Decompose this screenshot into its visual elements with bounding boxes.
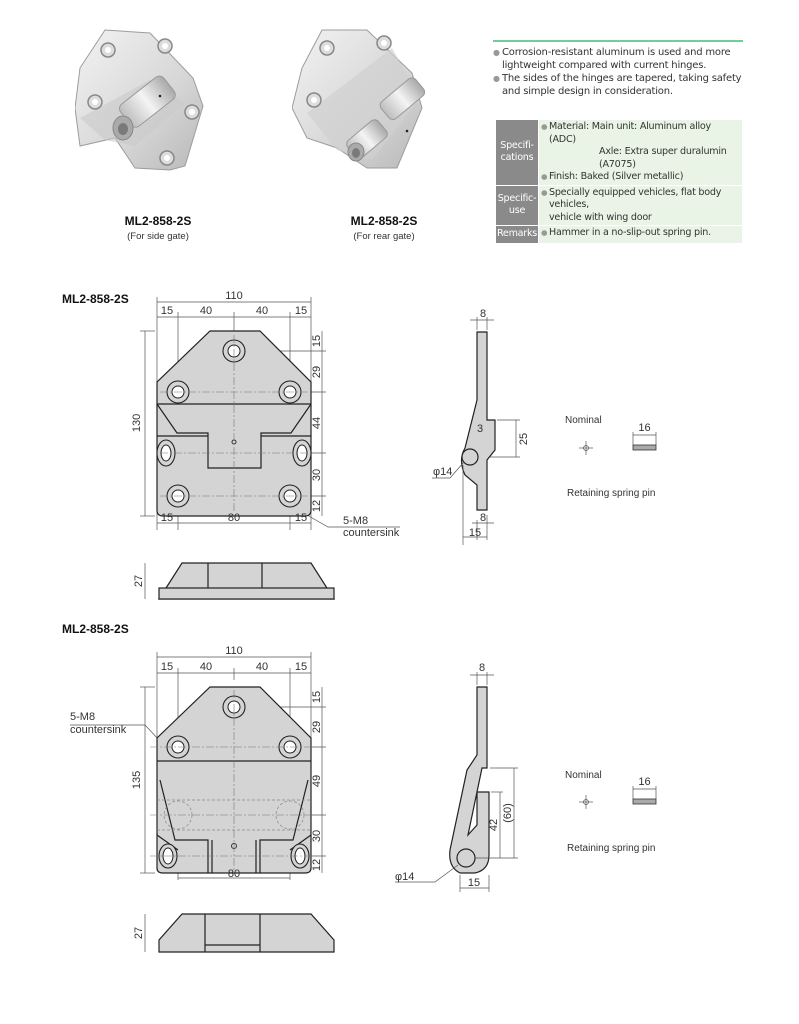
svg-text:12: 12 <box>311 858 323 872</box>
svg-text:15: 15 <box>294 512 308 524</box>
spec-body-specifications: ● Material: Main unit: Aluminum alloy (ADC) Axle: Extra super duralumin (A7075) ● Finish: Baked (Silver metallic) <box>539 120 742 185</box>
spec-header-remarks: Remarks <box>496 226 539 243</box>
svg-text:3: 3 <box>476 423 484 435</box>
spring-pin-drawing-2 <box>575 770 665 815</box>
svg-text:44: 44 <box>311 416 323 430</box>
svg-text:15: 15 <box>468 527 482 539</box>
svg-text:(60): (60) <box>502 803 514 823</box>
svg-text:27: 27 <box>133 574 145 588</box>
drawing-title-1: ML2-858-2S <box>62 292 129 306</box>
spring-pin-drawing-1 <box>575 415 665 460</box>
svg-text:15: 15 <box>311 334 323 348</box>
svg-text:80: 80 <box>227 868 241 880</box>
svg-text:27: 27 <box>133 926 145 940</box>
svg-text:8: 8 <box>479 512 487 524</box>
svg-text:15: 15 <box>294 305 308 317</box>
bottom-view-drawing-1 <box>133 563 334 599</box>
pin-caption: Retaining spring pin <box>567 843 656 854</box>
svg-text:φ14: φ14 <box>433 466 453 478</box>
feature-item: ● Corrosion-resistant aluminum is used and more lightweight compared with current hinges. <box>493 47 731 71</box>
spec-table <box>496 120 742 244</box>
svg-text:15: 15 <box>311 690 323 704</box>
product-subtitle-rear-gate: (For rear gate) <box>353 231 415 242</box>
bullet-icon: ● <box>493 74 500 83</box>
feature-list <box>493 40 743 98</box>
svg-text:countersink: countersink <box>70 724 127 736</box>
svg-text:8: 8 <box>478 662 486 674</box>
spec-body-remarks: ● Hammer in a no-slip-out spring pin. <box>539 226 742 243</box>
spec-row-remarks <box>496 226 742 244</box>
bottom-view-drawing-2 <box>133 914 334 952</box>
side-view-drawing-2 <box>390 655 530 895</box>
bullet-icon: ● <box>541 228 548 237</box>
svg-text:16: 16 <box>638 422 651 434</box>
svg-text:40: 40 <box>199 305 213 317</box>
svg-text:5-M8: 5-M8 <box>70 711 96 723</box>
svg-text:15: 15 <box>294 661 308 673</box>
side-view-drawing-1 <box>430 300 540 550</box>
dim-top-total: 110 <box>225 290 243 302</box>
feature-item: ● The sides of the hinges are tapered, taking safety and simple design in consideration. <box>493 73 742 97</box>
drawing-title-2: ML2-858-2S <box>62 622 129 636</box>
bullet-icon: ● <box>541 172 548 181</box>
product-subtitle-side-gate: (For side gate) <box>127 231 189 242</box>
svg-text:8: 8 <box>479 308 487 320</box>
svg-text:29: 29 <box>311 365 323 379</box>
spec-header-specific-use: Specific- use <box>496 186 539 226</box>
dim-height-total: 130 <box>131 413 143 433</box>
product-photo-side-gate <box>75 28 210 173</box>
front-view-drawing-2 <box>0 640 420 970</box>
svg-text:15: 15 <box>467 877 481 889</box>
hinge-photo-rear-gate-icon <box>292 28 427 173</box>
bullet-icon: ● <box>541 122 548 131</box>
svg-text:40: 40 <box>199 661 213 673</box>
svg-text:110: 110 <box>225 645 243 657</box>
spec-body-specific-use: ● Specially equipped vehicles, flat body vehicles, vehicle with wing door <box>539 186 742 226</box>
bullet-icon: ● <box>493 48 500 57</box>
svg-text:15: 15 <box>160 661 174 673</box>
svg-text:29: 29 <box>311 720 323 734</box>
svg-text:30: 30 <box>311 829 323 843</box>
hinge-photo-side-gate-icon <box>75 28 210 173</box>
product-photo-rear-gate <box>292 28 427 173</box>
spec-header-specifications: Specifi- cations <box>496 120 539 185</box>
product-model-side-gate: ML2-858-2S <box>124 214 192 228</box>
spec-row-specifications <box>496 120 742 186</box>
svg-text:countersink: countersink <box>343 527 400 539</box>
bullet-icon: ● <box>541 187 548 197</box>
svg-text:25: 25 <box>518 432 530 446</box>
svg-text:30: 30 <box>311 468 323 482</box>
svg-text:42: 42 <box>488 818 500 832</box>
svg-text:15: 15 <box>160 305 174 317</box>
svg-text:49: 49 <box>311 774 323 788</box>
pin-caption: Retaining spring pin <box>567 488 656 499</box>
svg-text:40: 40 <box>255 305 269 317</box>
pin-nominal-label: Nominal <box>565 415 602 426</box>
callout-label: 5-M8 <box>343 515 369 527</box>
svg-text:16: 16 <box>638 776 651 788</box>
svg-text:φ14: φ14 <box>395 871 415 883</box>
svg-text:15: 15 <box>160 512 174 524</box>
pin-nominal-label: Nominal <box>565 770 602 781</box>
svg-text:80: 80 <box>227 512 241 524</box>
svg-text:12: 12 <box>311 499 323 513</box>
product-model-rear-gate: ML2-858-2S <box>350 214 418 228</box>
front-view-drawing-1 <box>0 280 420 610</box>
svg-text:135: 135 <box>131 770 143 790</box>
svg-text:40: 40 <box>255 661 269 673</box>
spec-row-specific-use <box>496 186 742 227</box>
